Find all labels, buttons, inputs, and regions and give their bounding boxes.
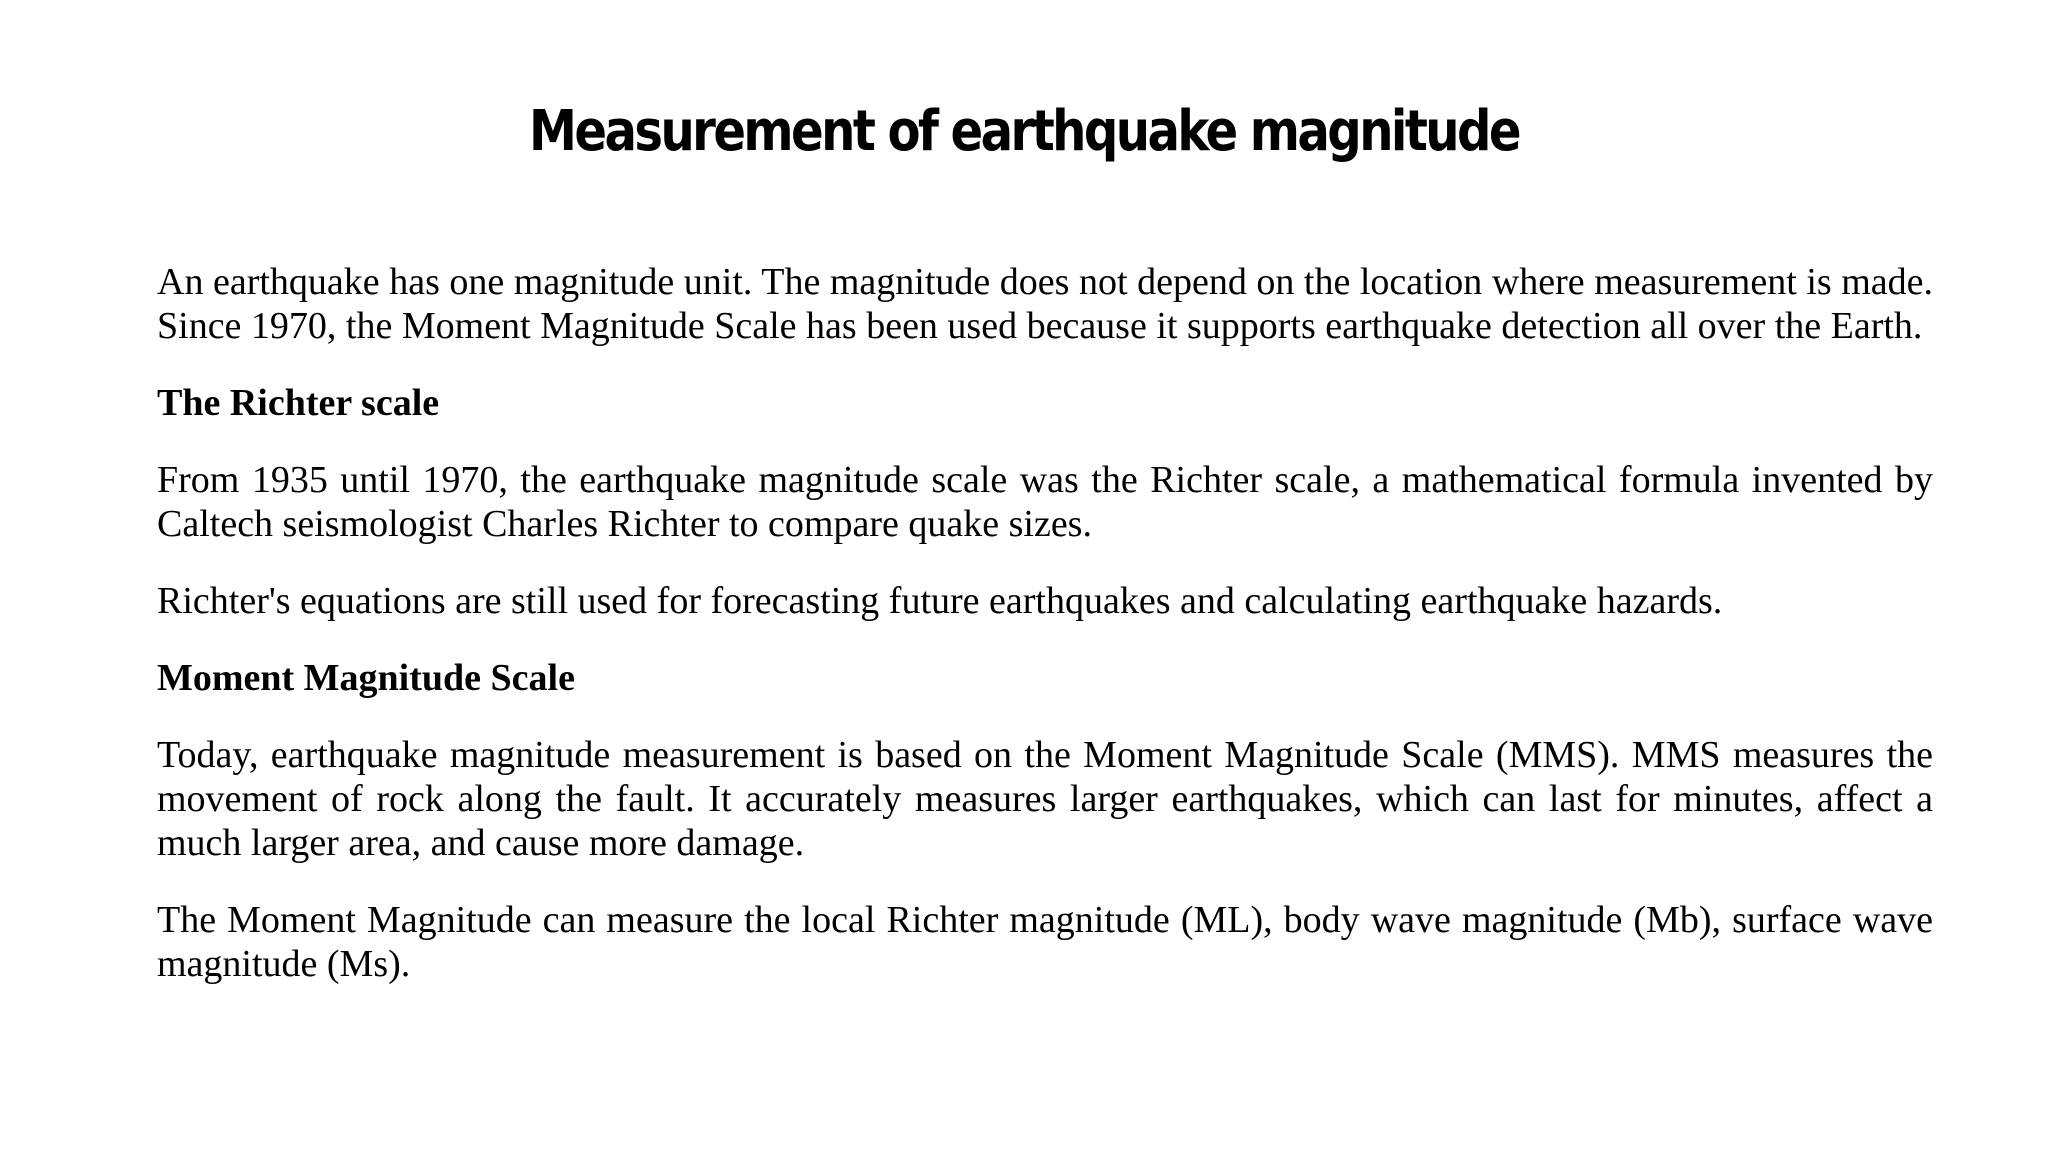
page-title: Measurement of earthquake magnitude <box>529 99 1519 164</box>
richter-paragraph-1: From 1935 until 1970, the earthquake magnitude scale was the Richter scale, a mathematical formula invented by Caltech seismologist Charles Richter to compare quake sizes. <box>157 459 1933 545</box>
richter-paragraph-2: Richter's equations are still used for forecasting future earthquakes and calculating earthquake hazards. <box>157 580 1723 622</box>
slide-content <box>157 260 1933 1019</box>
intro-paragraph: An earthquake has one magnitude unit. The magnitude does not depend on the location where measurement is made. Since 1970, the Moment Magnitude Scale has been used because it supports earthquake detection all over the Earth. <box>157 261 1933 347</box>
richter-heading: The Richter scale <box>157 382 440 424</box>
moment-paragraph-1: Today, earthquake magnitude measurement is based on the Moment Magnitude Scale (MMS). MMS measures the movement of rock along the fault. It accurately measures larger earthquakes, which can last for minutes, affect a much larger area, and cause more damage. <box>157 734 1933 864</box>
moment-heading: Moment Magnitude Scale <box>157 657 575 699</box>
moment-paragraph-2: The Moment Magnitude can measure the local Richter magnitude (ML), body wave magnitude (Mb), surface wave magnitude (Ms). <box>157 899 1933 985</box>
